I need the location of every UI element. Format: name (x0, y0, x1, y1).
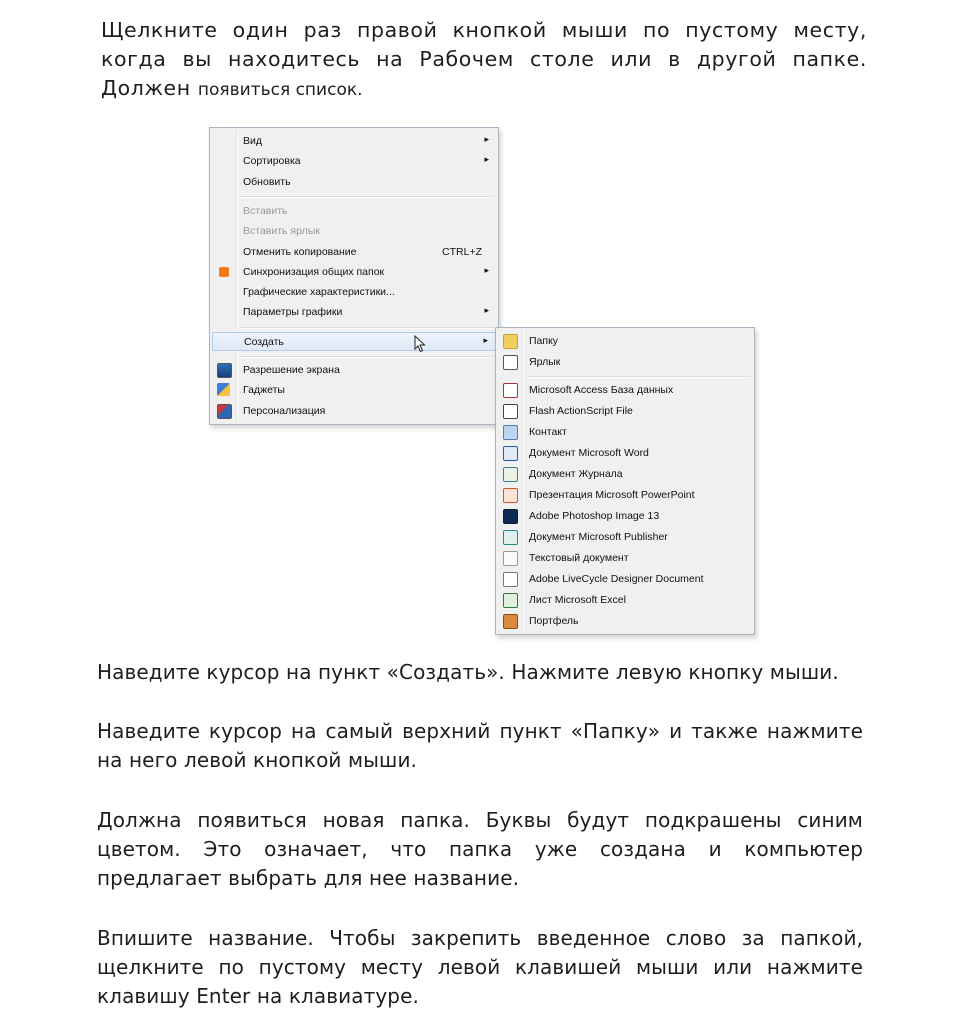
new-submenu (495, 327, 755, 635)
submenu-item-shortcut[interactable] (498, 353, 752, 372)
menu-item-label: Портфель (529, 615, 579, 627)
context-menu (209, 127, 499, 425)
submenu-item-photoshop[interactable] (498, 507, 752, 526)
menu-item-label: Adobe Photoshop Image 13 (529, 510, 660, 522)
access-icon (503, 383, 518, 398)
submenu-arrow-icon: ▸ (484, 154, 489, 164)
instruction-paragraph: Должна появиться новая папка. Буквы будут подкрашены синим цветом. Это означает, что папка уже создана и компьютер предлагает выбрать для нее название. (97, 808, 863, 890)
menu-item-label: Гаджеты (243, 384, 285, 396)
publisher-icon (503, 530, 518, 545)
menu-item-label: Синхронизация общих папок (243, 266, 385, 278)
submenu-item-access[interactable] (498, 381, 752, 400)
sync-icon (219, 267, 229, 277)
livecycle-icon (503, 572, 518, 587)
submenu-item-powerpoint[interactable] (498, 486, 752, 505)
menu-separator (240, 196, 494, 198)
instruction-paragraph: Наведите курсор на пункт «Создать». Нажмите левую кнопку мыши. (97, 660, 839, 684)
text-document-icon (503, 551, 518, 566)
menu-item-graphics-options[interactable] (212, 303, 496, 322)
instruction-paragraph: Наведите курсор на самый верхний пункт «Папку» и также нажмите на него левой кнопкой мыши. (97, 719, 863, 772)
submenu-arrow-icon: ▸ (484, 305, 489, 315)
menu-separator (526, 376, 750, 378)
intro-tail: появиться список. (197, 80, 363, 100)
journal-icon (503, 467, 518, 482)
menu-separator (240, 356, 494, 358)
submenu-arrow-icon: ▸ (484, 134, 489, 144)
submenu-arrow-icon: ▸ (483, 335, 488, 345)
submenu-item-folder[interactable] (498, 332, 752, 351)
submenu-arrow-icon: ▸ (484, 265, 489, 275)
menu-item-new[interactable] (212, 332, 496, 351)
word-icon (503, 446, 518, 461)
menu-item-label: Презентация Microsoft PowerPoint (529, 489, 695, 501)
menu-item-label: Отменить копирование (243, 246, 357, 258)
submenu-item-journal[interactable] (498, 465, 752, 484)
menu-item-label: Документ Журнала (529, 468, 623, 480)
menu-item-label: Документ Microsoft Publisher (529, 531, 668, 543)
menu-item-label: Параметры графики (243, 306, 343, 318)
menu-item-view[interactable] (212, 132, 496, 151)
flash-file-icon (503, 404, 518, 419)
instruction-paragraph: Впишите название. Чтобы закрепить введенное слово за папкой, щелкните по пустому месту левой клавишей мыши или нажмите клавишу Enter на клавиатуре. (97, 926, 863, 1008)
submenu-item-briefcase[interactable] (498, 612, 752, 631)
menu-item-label: Сортировка (243, 155, 301, 167)
submenu-item-text-document[interactable] (498, 549, 752, 568)
menu-item-label: Текстовый документ (529, 552, 629, 564)
gadgets-icon (217, 383, 230, 396)
briefcase-icon (503, 614, 518, 629)
menu-item-graphics-properties[interactable] (212, 283, 496, 302)
intro-paragraph (101, 16, 867, 105)
menu-item-label: Adobe LiveCycle Designer Document (529, 573, 704, 585)
menu-item-personalization[interactable] (212, 402, 496, 421)
menu-item-label: Обновить (243, 176, 291, 188)
powerpoint-icon (503, 488, 518, 503)
submenu-item-word[interactable] (498, 444, 752, 463)
submenu-item-excel[interactable] (498, 591, 752, 610)
menu-item-sync-folders[interactable] (212, 263, 496, 282)
menu-item-label: Персонализация (243, 405, 326, 417)
menu-item-shortcut: CTRL+Z (442, 246, 482, 258)
menu-item-label: Создать (244, 336, 284, 348)
submenu-item-flash[interactable] (498, 402, 752, 421)
menu-item-label: Microsoft Access База данных (529, 384, 674, 396)
menu-item-label: Папку (529, 335, 559, 347)
menu-item-label: Графические характеристики... (243, 286, 395, 298)
menu-item-screen-resolution[interactable] (212, 361, 496, 380)
photoshop-icon (503, 509, 518, 524)
menu-item-refresh[interactable] (212, 173, 496, 192)
menu-item-label: Контакт (529, 426, 567, 438)
menu-item-label: Документ Microsoft Word (529, 447, 649, 459)
menu-item-label: Вид (243, 135, 262, 147)
menu-separator (240, 327, 494, 329)
menu-item-label: Разрешение экрана (243, 364, 340, 376)
menu-item-paste-shortcut[interactable] (212, 222, 496, 241)
monitor-icon (217, 363, 232, 378)
menu-item-label: Flash ActionScript File (529, 405, 633, 417)
shortcut-icon (503, 355, 518, 370)
submenu-item-contact[interactable] (498, 423, 752, 442)
folder-icon (503, 334, 518, 349)
submenu-item-publisher[interactable] (498, 528, 752, 547)
mouse-pointer-icon (414, 335, 428, 353)
menu-item-label: Лист Microsoft Excel (529, 594, 626, 606)
contact-icon (503, 425, 518, 440)
menu-item-gadgets[interactable] (212, 381, 496, 400)
menu-item-undo-copy[interactable] (212, 243, 496, 262)
intro-main: Щелкните один раз правой кнопкой мыши по пустому месту, когда вы находитесь на Рабочем столе или в другой папке. Должен (101, 18, 867, 100)
menu-item-sort[interactable] (212, 152, 496, 171)
submenu-item-livecycle[interactable] (498, 570, 752, 589)
menu-item-label: Вставить ярлык (243, 225, 320, 237)
personalization-icon (217, 404, 232, 419)
excel-icon (503, 593, 518, 608)
menu-item-label: Ярлык (529, 356, 561, 368)
menu-item-label: Вставить (243, 205, 288, 217)
menu-item-paste[interactable] (212, 202, 496, 221)
